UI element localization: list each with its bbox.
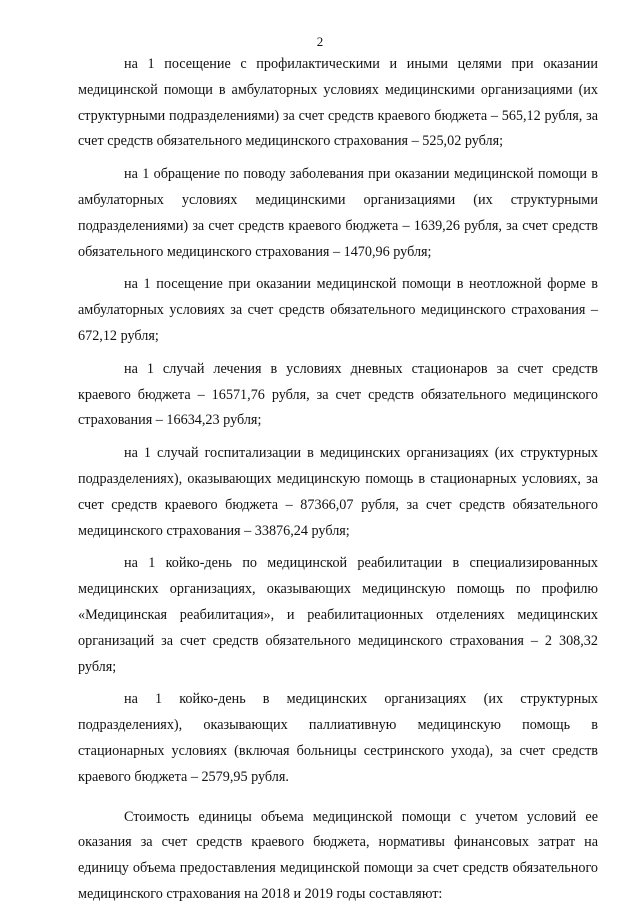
paragraph-urgent-visit: на 1 посещение при оказании медицинской помощи в неотложной форме в амбулаторных условиях за счет средств обязательного медицинского страхования – 672,12 рубля; bbox=[78, 276, 598, 344]
document-body bbox=[78, 52, 598, 915]
paragraph-outpatient-disease: на 1 обращение по поводу заболевания при оказании медицинской помощи в амбулаторных условиях медицинскими организациями (их структурными подразделениями) за счет средств краевого бюджета – 1639,26 рубля, за счет средств обязательного медицинского страхования – 1470,96 рубля; bbox=[78, 166, 598, 260]
page-number: 2 bbox=[316, 34, 324, 49]
paragraph-hospitalization: на 1 случай госпитализации в медицинских организациях (их структурных подразделениях), оказывающих медицинскую помощь в стационарных условиях, за счет средств краевого бюджета – 87366,07 рубля, за счет средств обязательного медицинского страхования – 33876,24 рубля; bbox=[78, 445, 598, 539]
paragraph-rehabilitation: на 1 койко-день по медицинской реабилитации в специализированных медицинских организациях, оказывающих медицинскую помощь по профилю «Медицинская реабилитация», и реабилитационных отделениях медицинских организаций за счет средств обязательного медицинского страхования – 2 308,32 рубля; bbox=[78, 555, 598, 675]
paragraph-palliative: на 1 койко-день в медицинских организациях (их структурных подразделениях), оказывающих паллиативную медицинскую помощь в стационарных условиях (включая больницы сестринского ухода), за счет средств краевого бюджета – 2579,95 рубля. bbox=[78, 691, 598, 785]
paragraph-outpatient-visit: на 1 посещение с профилактическими и иными целями при оказании медицинской помощи в амбулаторных условиях медицинскими организациями (их структурными подразделениями) за счет средств краевого бюджета – 565,12 рубля, за счет средств обязательного медицинского страхования – 525,02 рубля; bbox=[78, 56, 598, 150]
paragraph-cost-summary: Стоимость единицы объема медицинской помощи с учетом условий ее оказания за счет средств краевого бюджета, нормативы финансовых затрат на единицу объема предоставления медицинской помощи за счет средств обязательного медицинского страхования на 2018 и 2019 годы составляют: bbox=[78, 808, 598, 902]
paragraph-day-hospital: на 1 случай лечения в условиях дневных стационаров за счет средств краевого бюджета – 16571,76 рубля, за счет средств обязательного медицинского страхования – 16634,23 рубля; bbox=[78, 360, 598, 429]
